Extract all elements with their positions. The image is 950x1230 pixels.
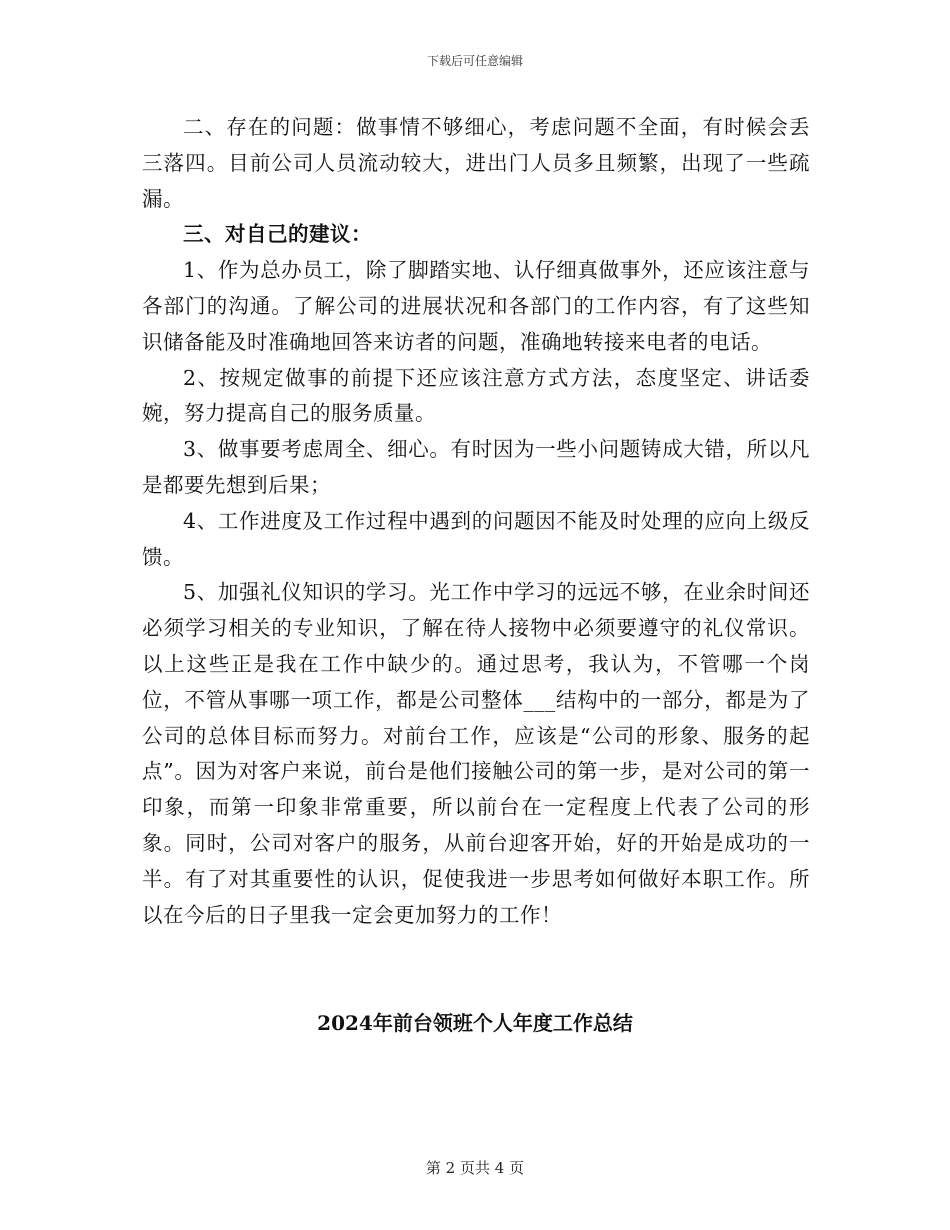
paragraph-suggestion-1: 1、作为总办员工，除了脚踏实地、认仔细真做事外，还应该注意与各部门的沟通。了解公司的进展状况和各部门的工作内容，有了这些知识储备能及时准确地回答来访者的问题，准确地转接来电者的电话。 (142, 258, 810, 354)
paragraph-suggestion-5: 5、加强礼仪知识的学习。光工作中学习的远远不够，在业余时间还必须学习相关的专业知识，了解在待人接物中必须要遵守的礼仪常识。以上这些正是我在工作中缺少的。通过思考，我认为，不管哪一个岗位，不管从事哪一项工作，都是公司整体___结构中的一部分，都是为了公司的总体目标而努力。对前台工作，应该是“公司的形象、服务的起点”。因为对客户来说，前台是他们接触公司的第一步，是对公司的第一印象，而第一印象非常重要，所以前台在一定程度上代表了公司的形象。同时，公司对客户的服务，从前台迎客开始，好的开始是成功的一半。有了对其重要性的认识，促使我进一步思考如何做好本职工作。所以在今后的日子里我一定会更加努力的工作！ (142, 580, 810, 927)
page-header-note: 下载后可任意编辑 (426, 54, 523, 68)
document-body (142, 110, 810, 933)
section-heading-suggestions: 三、对自己的建议： (183, 222, 372, 247)
next-document-title: 2024年前台领班个人年度工作总结 (317, 1011, 633, 1035)
paragraph-suggestion-3: 3、做事要考虑周全、细心。有时因为一些小问题铸成大错，所以凡是都要先想到后果； (142, 437, 810, 497)
paragraph-problems: 二、存在的问题：做事情不够细心，考虑问题不全面，有时候会丢三落四。目前公司人员流动较大，进出门人员多且频繁，出现了一些疏漏。 (142, 115, 810, 211)
paragraph-suggestion-4: 4、工作进度及工作过程中遇到的问题因不能及时处理的应向上级反馈。 (142, 508, 810, 569)
paragraph-suggestion-2: 2、按规定做事的前提下还应该注意方式方法，态度坚定、讲话委婉，努力提高自己的服务质量。 (142, 365, 810, 426)
page-footer-number: 第 2 页共 4 页 (425, 1159, 525, 1177)
